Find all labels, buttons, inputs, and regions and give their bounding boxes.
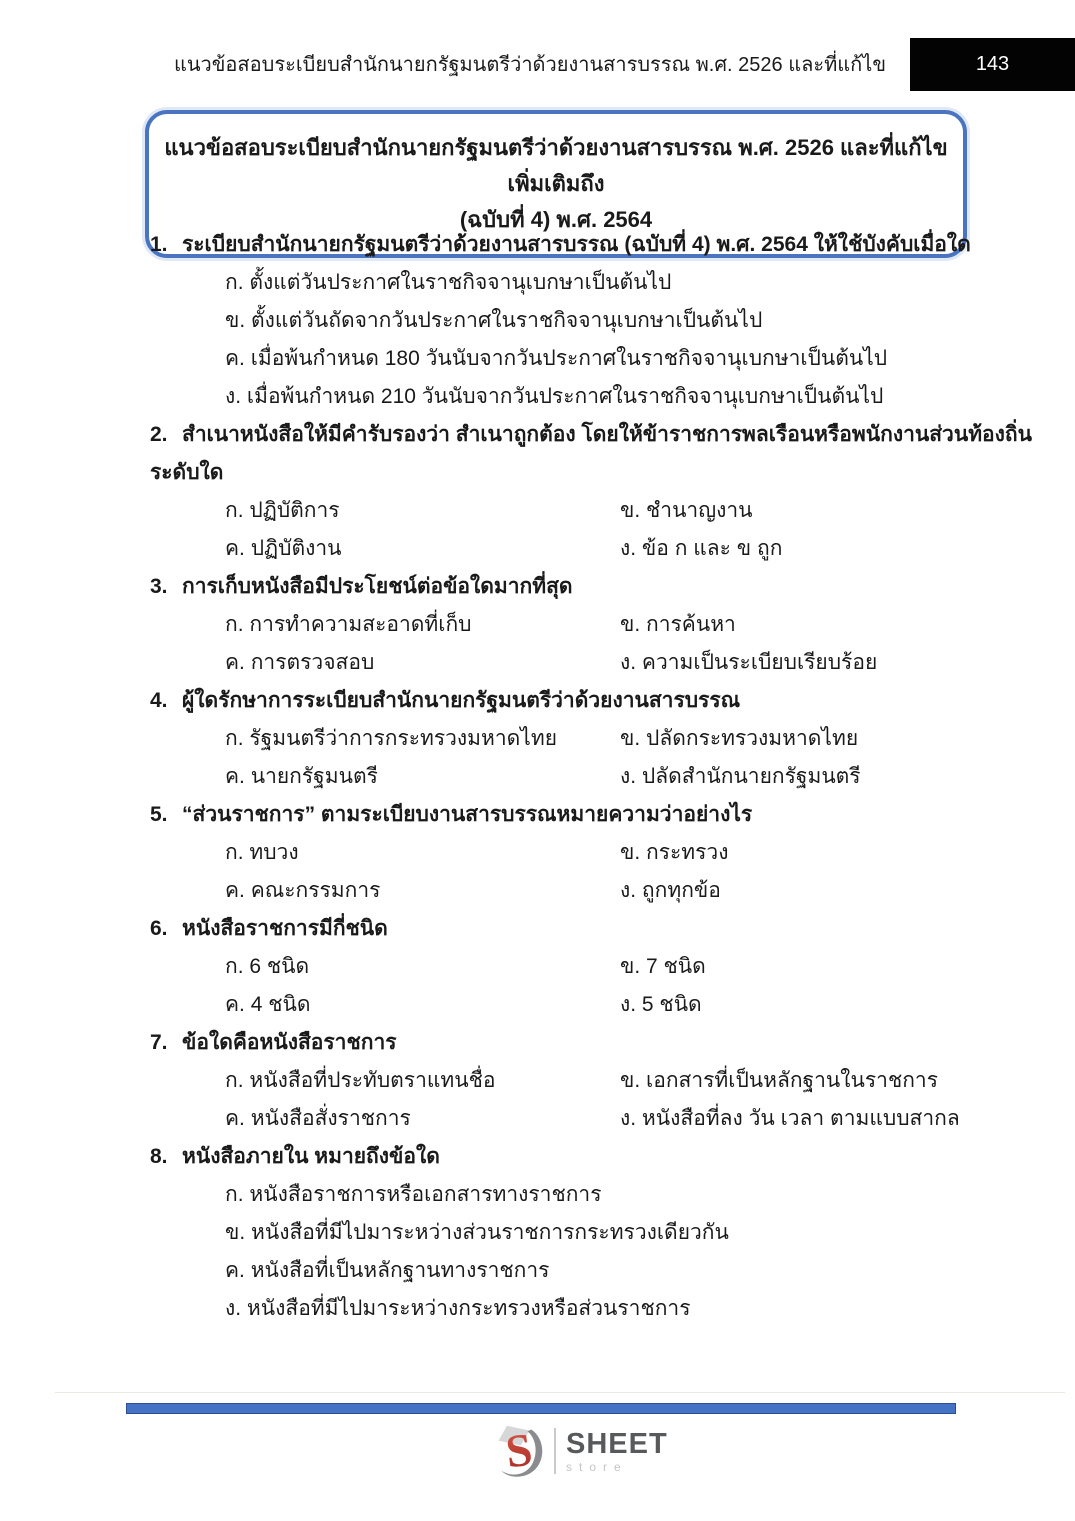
question-stem-line2: ระดับใด <box>150 461 224 484</box>
choice-c: ค. นายกรัฐมนตรี <box>225 765 378 788</box>
choice-c: ค. หนังสือสั่งราชการ <box>225 1107 411 1130</box>
choices <box>150 948 962 1024</box>
questions-list <box>150 226 1032 1328</box>
choice-d: ง. 5 ชนิด <box>620 993 702 1016</box>
question-stem-text: ระเบียบสำนักนายกรัฐมนตรีว่าด้วยงานสารบรรณ (ฉบับที่ 4) พ.ศ. 2564 ให้ใช้บังคับเมื่อใด <box>182 233 971 256</box>
choice-b: ข. การค้นหา <box>620 613 736 636</box>
choice-a: ก. 6 ชนิด <box>225 955 310 978</box>
footer-divider-bar <box>126 1403 956 1414</box>
choice-b: ข. เอกสารที่เป็นหลักฐานในราชการ <box>620 1069 939 1092</box>
question-number: 1. <box>150 233 168 256</box>
question-number: 3. <box>150 575 168 598</box>
question-number: 5. <box>150 803 168 826</box>
page-header: แนวข้อสอบระเบียบสำนักนายกรัฐมนตรีว่าด้วยงานสารบรรณ พ.ศ. 2526 และที่แก้ไข <box>173 54 887 76</box>
choice-b: ข. ปลัดกระทรวงมหาดไทย <box>620 727 859 750</box>
choice-d: ง. หนังสือที่มีไปมาระหว่างกระทรวงหรือส่วนราชการ <box>225 1297 691 1320</box>
choice-c: ค. เมื่อพ้นกำหนด 180 วันนับจากวันประกาศในราชกิจจานุเบกษาเป็นต้นไป <box>225 347 888 370</box>
question-number: 8. <box>150 1145 168 1168</box>
choice-a: ก. ปฏิบัติการ <box>225 499 340 522</box>
question-stem <box>150 1024 962 1062</box>
question-stem <box>150 226 971 264</box>
question-number: 7. <box>150 1031 168 1054</box>
choice-c: ค. ปฏิบัติงาน <box>225 537 342 560</box>
choice-a: ก. รัฐมนตรีว่าการกระทรวงมหาดไทย <box>225 727 558 750</box>
logo-subtext: store <box>566 1459 628 1474</box>
svg-text:S: S <box>503 1423 536 1479</box>
question-number: 4. <box>150 689 168 712</box>
question-number: 2. <box>150 423 168 446</box>
choice-a: ก. ทบวง <box>225 841 299 864</box>
question-stem-text: “ส่วนราชการ” ตามระเบียบงานสารบรรณหมายความว่าอย่างไร <box>182 803 753 826</box>
choice-d: ง. ความเป็นระเบียบเรียบร้อย <box>620 651 878 674</box>
question-stem <box>150 796 962 834</box>
logo-wordmark: SHEET <box>566 1427 668 1460</box>
choice-d: ง. หนังสือที่ลง วัน เวลา ตามแบบสากล <box>620 1107 960 1130</box>
choice-d: ง. ถูกทุกข้อ <box>620 879 721 902</box>
question-stem <box>150 910 962 948</box>
sheet-store-s-icon <box>492 1423 548 1479</box>
choice-d: ง. ข้อ ก และ ข ถูก <box>620 537 783 560</box>
question-5 <box>150 796 962 910</box>
question-stem <box>150 416 1032 454</box>
question-7 <box>150 1024 962 1138</box>
question-3 <box>150 568 962 682</box>
choice-c: ค. หนังสือที่เป็นหลักฐานทางราชการ <box>225 1259 550 1282</box>
question-4 <box>150 682 962 796</box>
choice-a: ก. การทำความสะอาดที่เก็บ <box>225 613 472 636</box>
question-stem-text: หนังสือภายใน หมายถึงข้อใด <box>182 1145 440 1168</box>
choices <box>150 606 962 682</box>
choice-b: ข. 7 ชนิด <box>620 955 706 978</box>
question-number: 6. <box>150 917 168 940</box>
choices <box>150 264 962 416</box>
choice-b: ข. กระทรวง <box>620 841 729 864</box>
question-stem-text: ข้อใดคือหนังสือราชการ <box>182 1031 397 1054</box>
choice-b: ข. ชำนาญงาน <box>620 499 753 522</box>
choice-b: ข. หนังสือที่มีไปมาระหว่างส่วนราชการกระทรวงเดียวกัน <box>225 1221 729 1244</box>
choice-c: ค. การตรวจสอบ <box>225 651 375 674</box>
footer-hairline <box>55 1392 1065 1393</box>
logo-divider <box>554 1428 556 1474</box>
question-6 <box>150 910 962 1024</box>
choices <box>150 492 962 568</box>
choice-c: ค. คณะกรรมการ <box>225 879 381 902</box>
choices <box>150 834 962 910</box>
choice-a: ก. หนังสือที่ประทับตราแทนชื่อ <box>225 1069 496 1092</box>
title-line-1: แนวข้อสอบระเบียบสำนักนายกรัฐมนตรีว่าด้วยงานสารบรรณ พ.ศ. 2526 และที่แก้ไขเพิ่มเติมถึง <box>164 135 948 196</box>
choice-d: ง. ปลัดสำนักนายกรัฐมนตรี <box>620 765 861 788</box>
choice-b: ข. ตั้งแต่วันถัดจากวันประกาศในราชกิจจานุเบกษาเป็นต้นไป <box>225 309 763 332</box>
page-number-badge <box>910 38 1075 91</box>
question-stem-text: การเก็บหนังสือมีประโยชน์ต่อข้อใดมากที่สุด <box>182 575 573 598</box>
question-1 <box>150 226 971 416</box>
choice-d: ง. เมื่อพ้นกำหนด 210 วันนับจากวันประกาศในราชกิจจานุเบกษาเป็นต้นไป <box>225 385 884 408</box>
choices <box>150 720 962 796</box>
choices <box>150 1062 962 1138</box>
choice-a: ก. ตั้งแต่วันประกาศในราชกิจจานุเบกษาเป็นต้นไป <box>225 271 672 294</box>
question-8 <box>150 1138 962 1328</box>
choice-a: ก. หนังสือราชการหรือเอกสารทางราชการ <box>225 1183 602 1206</box>
question-stem-text: ผู้ใดรักษาการระเบียบสำนักนายกรัฐมนตรีว่าด้วยงานสารบรรณ <box>182 689 741 712</box>
title-line-2: (ฉบับที่ 4) พ.ศ. 2564 <box>459 207 653 232</box>
question-stem-text: สำเนาหนังสือให้มีคำรับรองว่า สำเนาถูกต้อง โดยให้ข้าราชการพลเรือนหรือพนักงานส่วนท้องถิ่น <box>182 423 1032 446</box>
choice-c: ค. 4 ชนิด <box>225 993 311 1016</box>
sheet-store-logo <box>492 1423 668 1479</box>
question-stem <box>150 1138 962 1176</box>
question-stem-text: หนังสือราชการมีกี่ชนิด <box>182 917 388 940</box>
choices <box>150 1176 962 1328</box>
question-stem <box>150 568 962 606</box>
page-number: 143 <box>975 53 1010 75</box>
question-2 <box>150 416 1032 568</box>
question-stem <box>150 682 962 720</box>
